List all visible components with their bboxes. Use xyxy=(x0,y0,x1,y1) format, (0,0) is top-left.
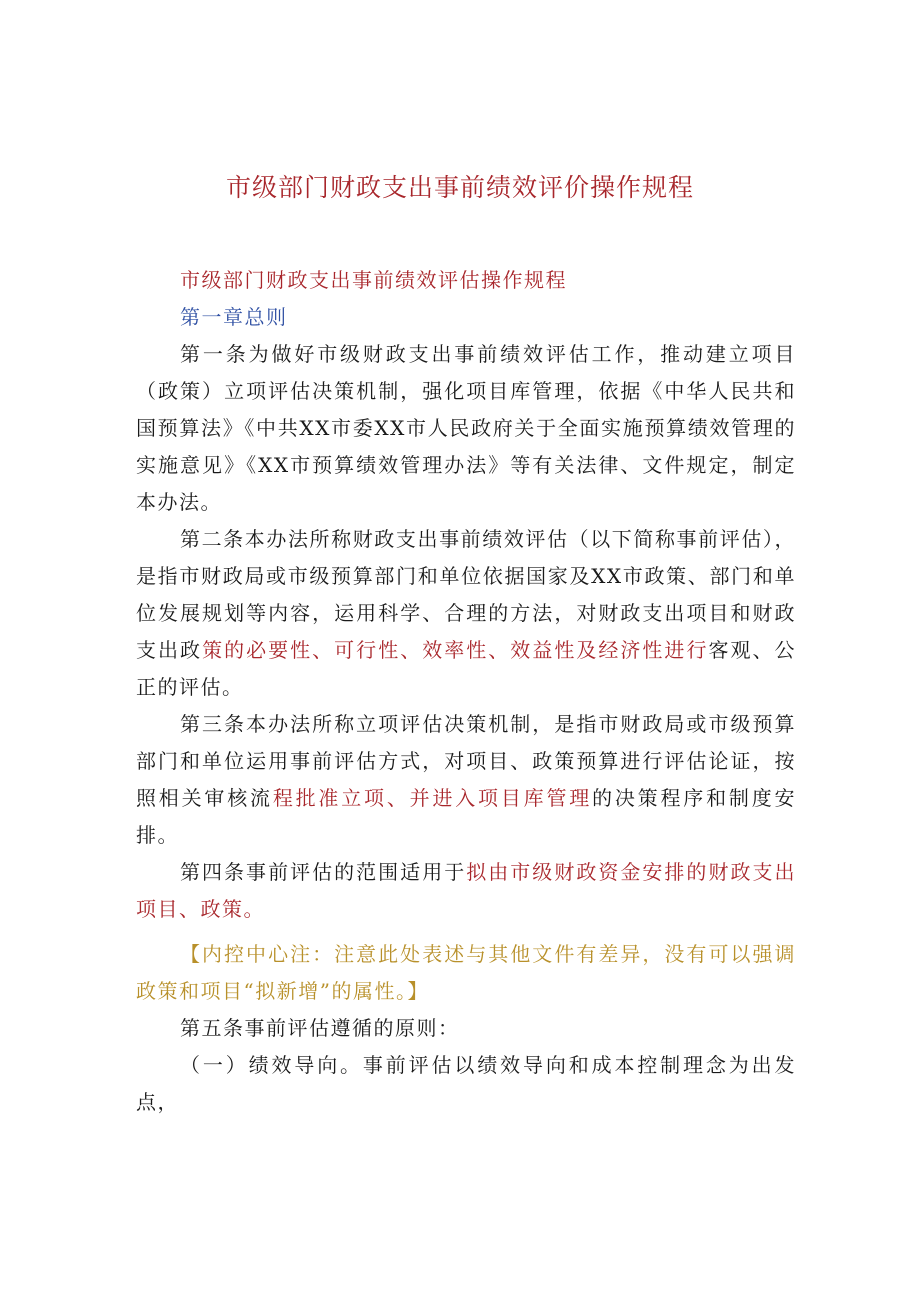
document-title: 市级部门财政支出事前绩效评价操作规程 xyxy=(225,173,694,202)
principle-1: （一）绩效导向。事前评估以绩效导向和成本控制理念为出发点， xyxy=(136,1053,796,1114)
article-2-text-a: 第二条本办法所称财政支出事前绩效评估（以下简称事前评估），是指市财政局或市级预算部门和单位依据国家及XX市政策、部门和单位发展规划等内容，运用科学、合理的方法，对财政支出项目和财政支出政 xyxy=(136,527,796,662)
article-3-highlight: 程批准立项、并进入项目库管理 xyxy=(272,786,593,810)
article-4 xyxy=(136,854,796,928)
article-2-text-b: 客观、公正的评估。 xyxy=(136,638,797,699)
document-body xyxy=(136,262,796,1121)
article-4-text-a: 第四条事前评估的范围适用于 xyxy=(180,860,467,884)
article-1: 第一条为做好市级财政支出事前绩效评估工作，推动建立项目（政策）立项评估决策机制，强化项目库管理，依据《中华人民共和国预算法》《中共XX市委XX市人民政府关于全面实施预算绩效管理的实施意见》《XX市预算绩效管理办法》等有关法律、文件规定，制定本办法。 xyxy=(136,342,796,514)
article-3-text-b: 的决策程序和制度安排。 xyxy=(136,786,797,847)
article-2 xyxy=(136,521,796,706)
article-4-highlight: 拟由市级财政资金安排的财政支出项目、政策。 xyxy=(136,860,797,921)
article-3 xyxy=(136,706,796,854)
article-5: 第五条事前评估遵循的原则： xyxy=(180,1016,460,1040)
article-3-text-a: 第三条本办法所称立项评估决策机制，是指市财政局或市级预算部门和单位运用事前评估方式，对项目、政策预算进行评估论证，按照相关审核流 xyxy=(136,712,796,810)
article-2-highlight: 策的必要性、可行性、效率性、效益性及经济性进行 xyxy=(202,638,709,662)
internal-control-note: 【内控中心注：注意此处表述与其他文件有差异，没有可以强调政策和项目“拟新增”的属性。】 xyxy=(136,942,796,1003)
document-subtitle: 市级部门财政支出事前绩效评估操作规程 xyxy=(180,268,567,292)
chapter-heading: 第一章总则 xyxy=(180,305,288,329)
